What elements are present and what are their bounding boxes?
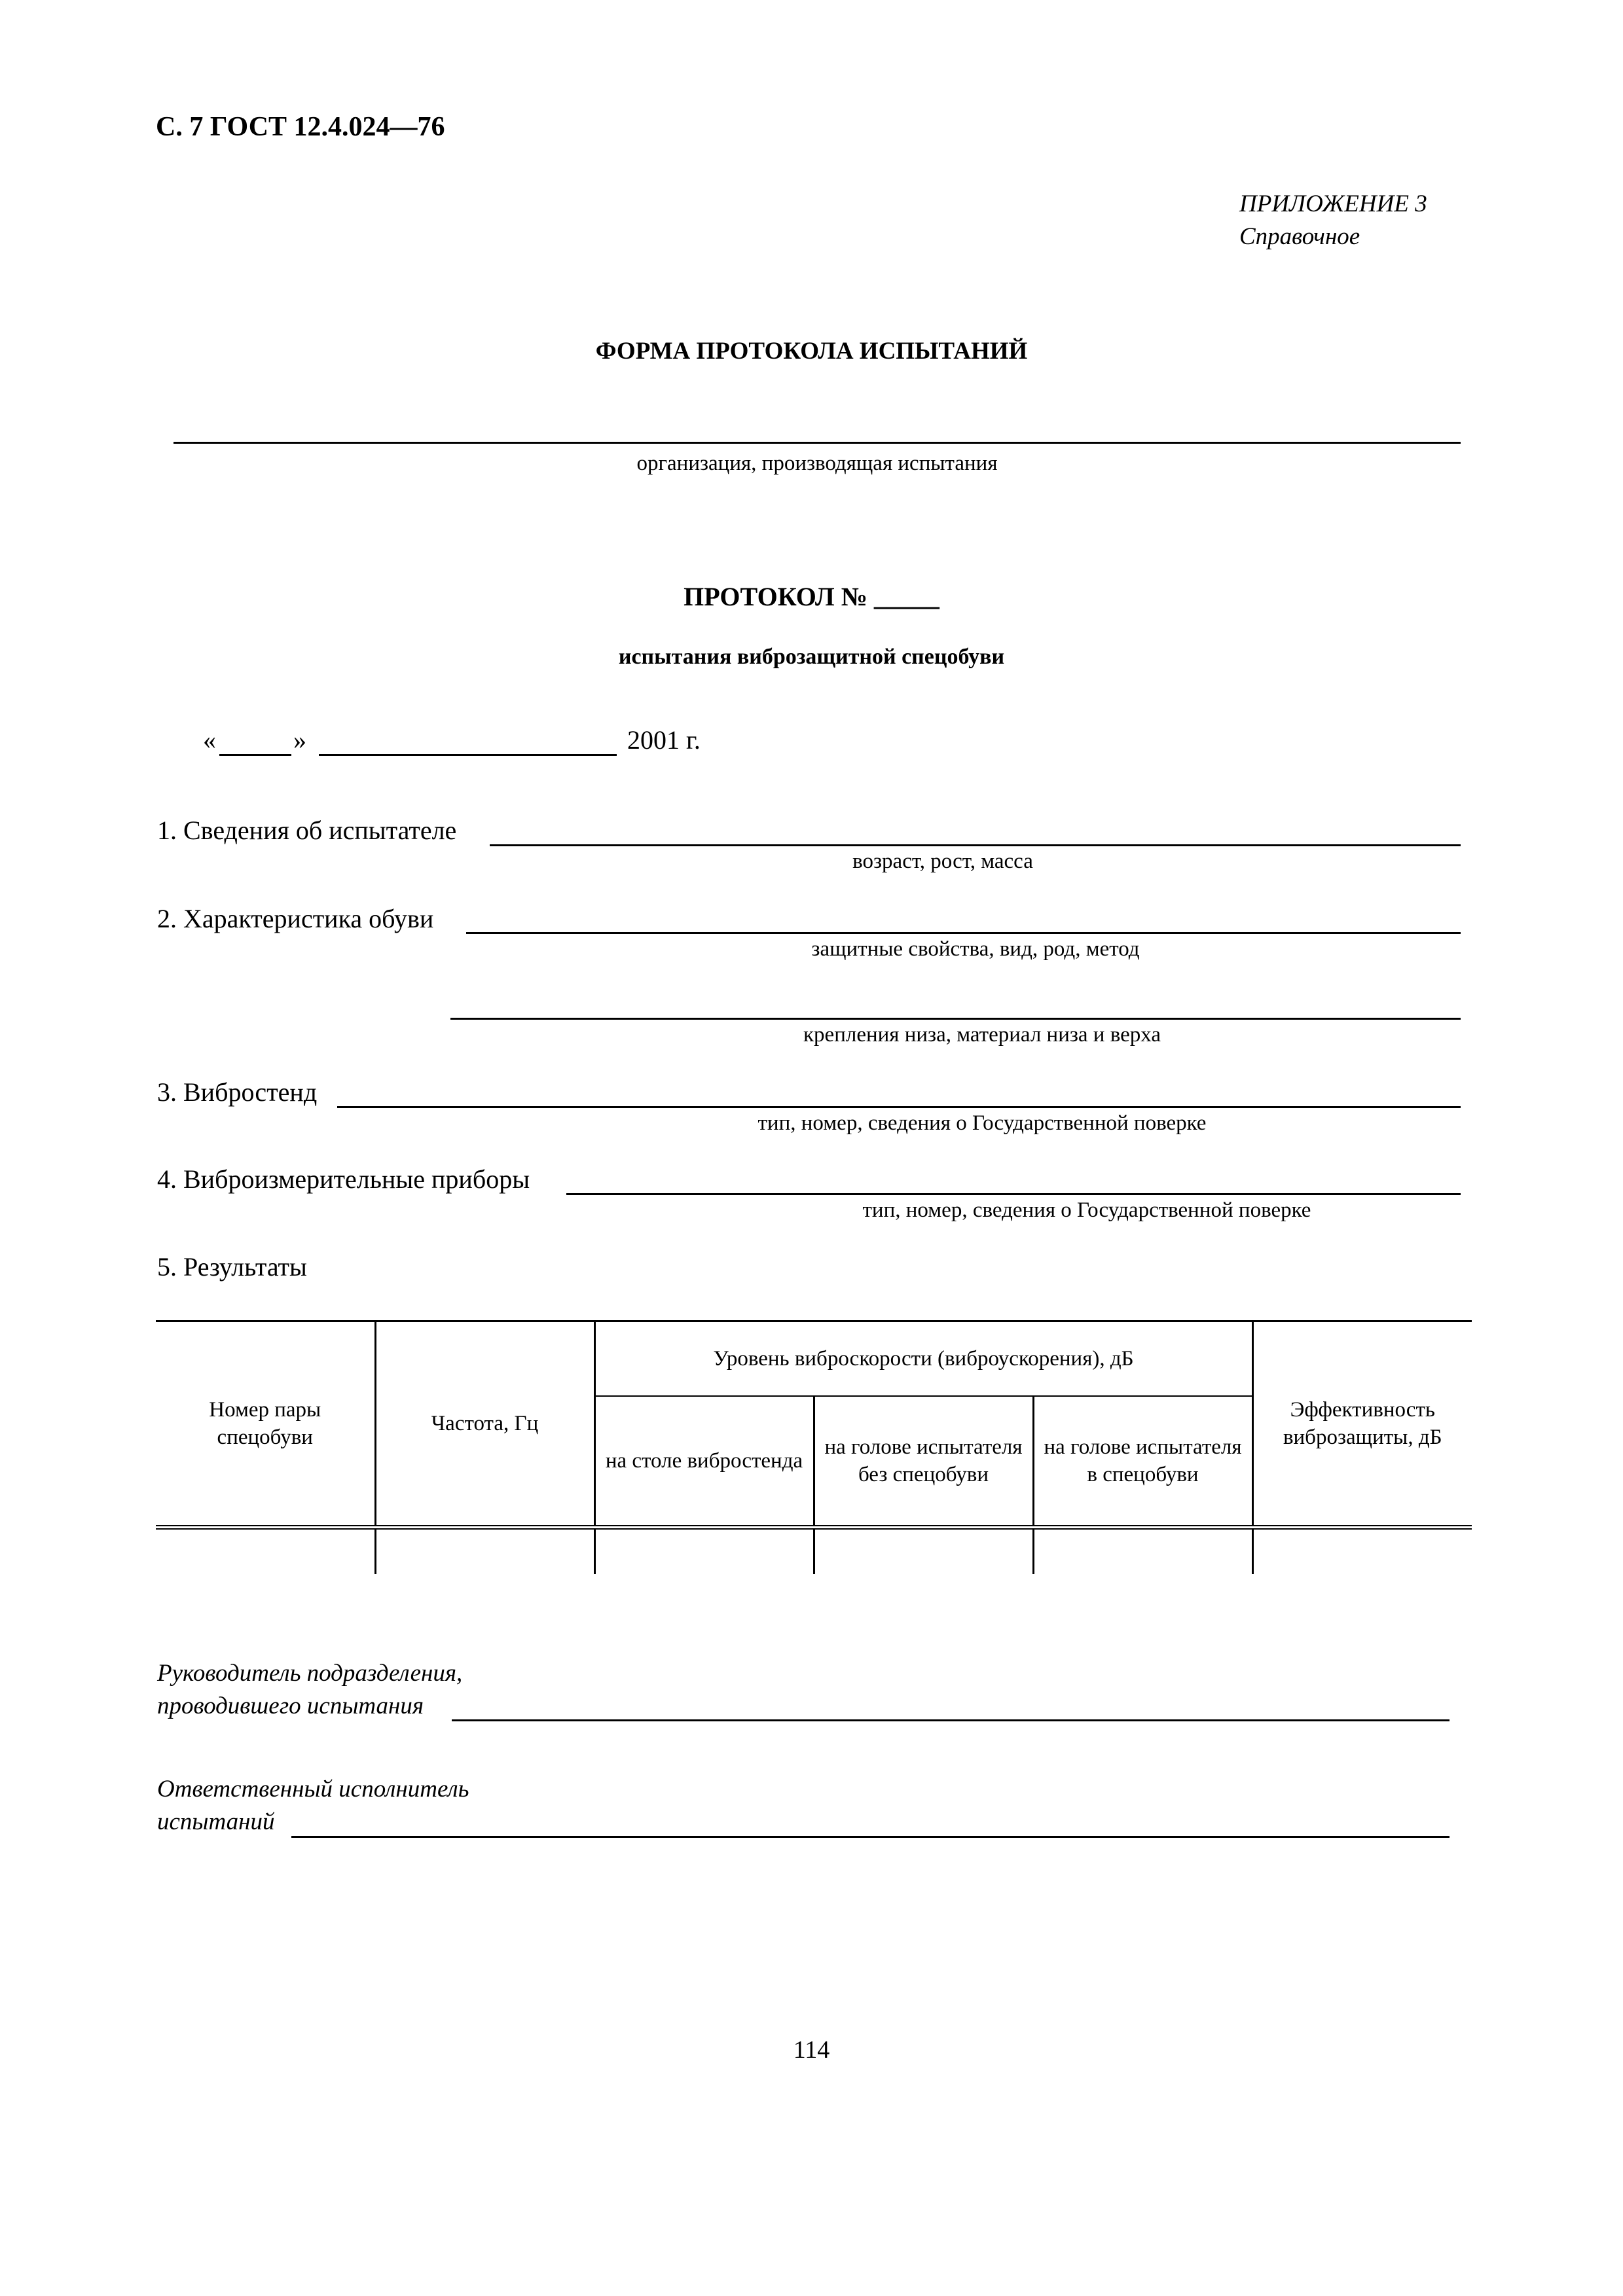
date-year: 2001 г. [627, 725, 701, 755]
page-number: 114 [793, 2036, 830, 2064]
results-table [156, 1320, 1472, 1574]
stand-caption: тип, номер, сведения о Государственной поверке [757, 1111, 1207, 1135]
date-open-quote: « [203, 725, 216, 755]
instruments-caption: тип, номер, сведения о Государственной поверке [862, 1198, 1311, 1222]
date-day-field[interactable] [219, 754, 291, 756]
responsible-signature-line2: испытаний [157, 1808, 275, 1835]
table-cell[interactable] [1033, 1528, 1252, 1575]
table-cell[interactable] [594, 1528, 814, 1575]
stand-field[interactable] [337, 1106, 1461, 1108]
date-close-quote: » [293, 725, 306, 755]
head-signature-line2: проводившего испытания [157, 1693, 424, 1719]
footwear-field[interactable] [466, 932, 1461, 934]
appendix-title: ПРИЛОЖЕНИЕ 3 [1239, 190, 1427, 217]
item-footwear-label: 2. Характеристика обуви [157, 904, 434, 933]
form-title: ФОРМА ПРОТОКОЛА ИСПЫТАНИЙ [595, 338, 1028, 365]
date-month-field[interactable] [319, 754, 617, 756]
subcol-head-without: на голове испытателя без спецобуви [814, 1396, 1033, 1528]
appendix-subtitle: Справочное [1239, 223, 1360, 250]
col-pair-number: Номер пары спецобуви [156, 1321, 375, 1528]
table-row [156, 1528, 1472, 1575]
page-header: С. 7 ГОСТ 12.4.024—76 [156, 112, 445, 142]
col-effectiveness: Эффективность виброзащиты, дБ [1252, 1321, 1472, 1528]
item-tester-label: 1. Сведения об испытателе [157, 816, 457, 845]
organization-field[interactable] [173, 442, 1461, 444]
table-cell[interactable] [156, 1528, 375, 1575]
head-signature-line1: Руководитель подразделения, [157, 1660, 463, 1687]
instruments-field[interactable] [566, 1193, 1461, 1195]
item-instruments-label: 4. Виброизмерительные приборы [157, 1164, 530, 1194]
col-frequency: Частота, Гц [375, 1321, 594, 1528]
responsible-signature-field[interactable] [291, 1836, 1450, 1838]
item-stand-label: 3. Вибростенд [157, 1077, 318, 1107]
subcol-stand-table: на столе вибростенда [594, 1396, 814, 1528]
table-cell[interactable] [375, 1528, 594, 1575]
subcol-head-with: на голове испытателя в спецобуви [1033, 1396, 1252, 1528]
item-results-label: 5. Результаты [157, 1252, 307, 1282]
table-cell[interactable] [814, 1528, 1033, 1575]
organization-caption: организация, производящая испытания [636, 452, 998, 475]
table-cell[interactable] [1252, 1528, 1472, 1575]
head-signature-field[interactable] [452, 1719, 1450, 1721]
col-vibration-level: Уровень виброскорости (виброускорения), дБ [594, 1321, 1252, 1397]
footwear-caption: защитные свойства, вид, род, метод [811, 937, 1140, 961]
tester-caption: возраст, рост, масса [852, 850, 1033, 873]
footwear-field-2[interactable] [450, 1018, 1461, 1020]
protocol-subtitle: испытания виброзащитной спецобуви [618, 645, 1005, 669]
responsible-signature-line1: Ответственный исполнитель [157, 1776, 469, 1803]
footwear-caption-2: крепления низа, материал низа и верха [803, 1023, 1161, 1047]
protocol-title: ПРОТОКОЛ № _____ [684, 582, 939, 611]
tester-field[interactable] [490, 844, 1461, 846]
